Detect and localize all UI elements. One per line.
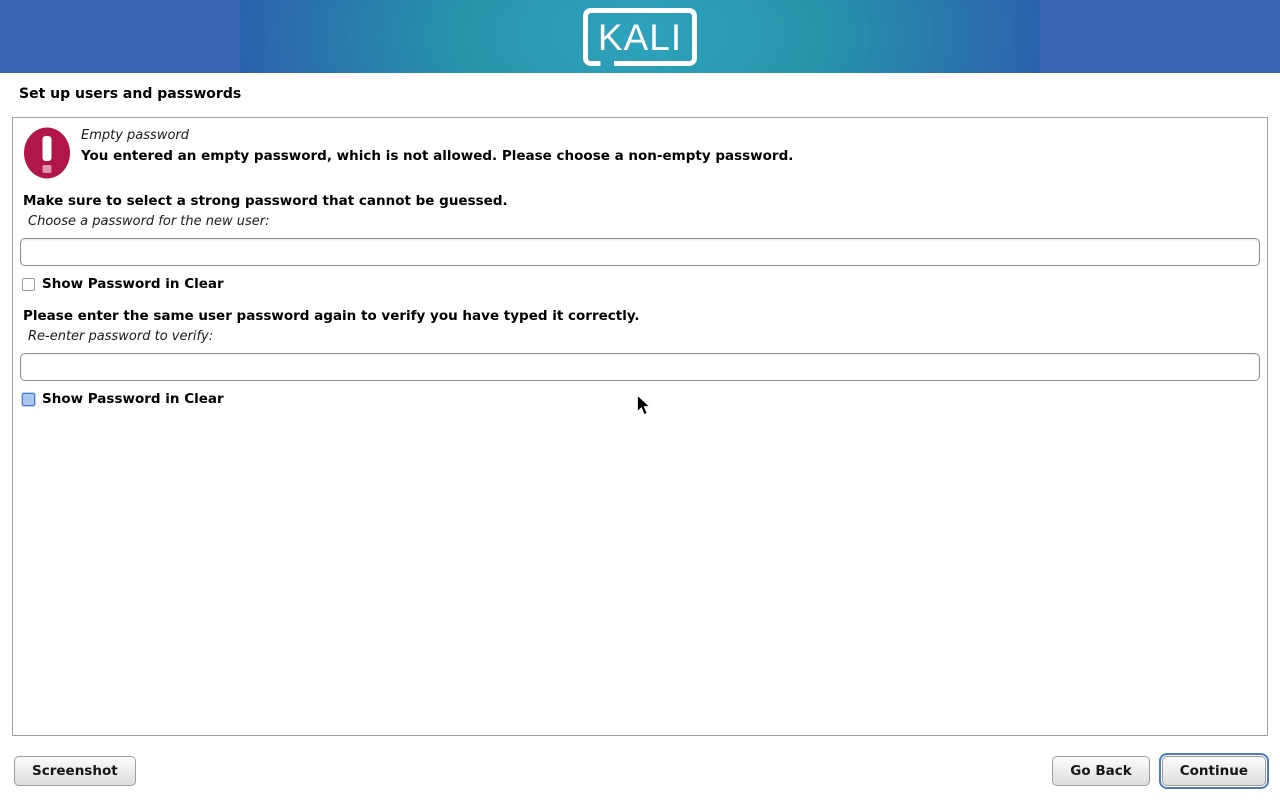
verify-password-input[interactable] bbox=[20, 353, 1260, 381]
setup-panel bbox=[12, 117, 1268, 736]
kali-logo-icon bbox=[583, 8, 697, 66]
continue-button[interactable]: Continue bbox=[1162, 756, 1266, 786]
verify-field-label: Re-enter password to verify: bbox=[28, 329, 214, 344]
show-password-label: Show Password in Clear bbox=[42, 276, 224, 292]
show-password-checkbox[interactable] bbox=[22, 278, 35, 291]
kali-banner bbox=[0, 0, 1280, 73]
show-verify-password-checkbox[interactable] bbox=[22, 393, 35, 406]
error-exclamation-icon bbox=[23, 127, 71, 181]
screenshot-button[interactable]: Screenshot bbox=[14, 756, 136, 786]
show-password-checkbox-row[interactable] bbox=[22, 276, 224, 292]
password-input[interactable] bbox=[20, 238, 1260, 266]
password-field-label: Choose a password for the new user: bbox=[28, 214, 270, 229]
show-verify-password-checkbox-row[interactable] bbox=[22, 391, 224, 407]
kali-logo-text: KALI bbox=[597, 16, 683, 58]
go-back-button[interactable]: Go Back bbox=[1052, 756, 1149, 786]
alert-message: You entered an empty password, which is not allowed. Please choose a non-empty password. bbox=[81, 148, 794, 164]
page-title: Set up users and passwords bbox=[19, 86, 242, 102]
footer-navigation bbox=[1052, 756, 1266, 786]
show-verify-password-label: Show Password in Clear bbox=[42, 391, 224, 407]
verify-instruction: Please enter the same user password again to verify you have typed it correctly. bbox=[23, 308, 640, 324]
alert-title: Empty password bbox=[81, 128, 189, 143]
kali-logo bbox=[0, 0, 1280, 73]
password-instruction: Make sure to select a strong password that cannot be guessed. bbox=[23, 193, 508, 209]
